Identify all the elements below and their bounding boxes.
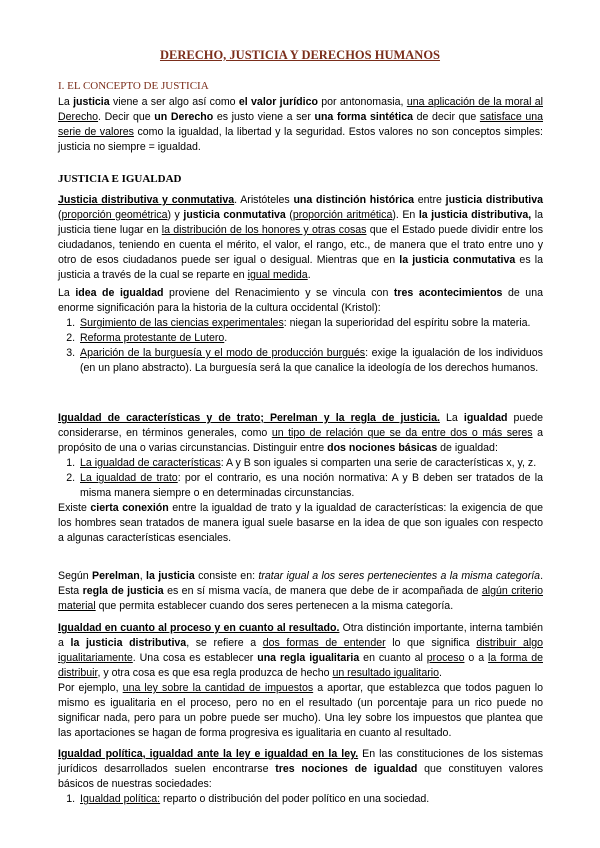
- paragraph-perelman: Igualdad de características y de trato; Perelman y la regla de justicia. La igualdad puede considerarse, en términos generales, como un tipo de relación que se da entre dos o más seres a propósito de una o varias circunstancias. Distinguir entre dos nociones básicas de igualdad: 1. La igualdad de características: A y B son iguales si comparten una serie de características x, y, z. 2. La igualdad de trato: por el contrario, es una noción normativa: A y B deben ser tratados de la misma manera siempre o en determinadas circunstancias. Existe cierta conexión entre la igualdad de trato y la igualdad de características: la exigencia de que los hombres sean tratados de manera igual suele basarse en la idea de que son iguales con respecto a algunas características esenciales.: [58, 411, 543, 546]
- section-heading-justicia-igualdad: JUSTICIA E IGUALDAD: [58, 173, 182, 185]
- list-item: 1. Surgimiento de las ciencias experimentales: niegan la superioridad del espíritu sobre la materia.: [78, 316, 543, 331]
- paragraph-regla-justicia: Según Perelman, la justicia consiste en: tratar igual a los seres pertenecientes a la misma categoría. Esta regla de justicia es en sí misma vacía, de manera que debe de ir acompañada de algún criterio material que permita establecer cuando dos seres pertenecen a la misma categoría.: [58, 570, 544, 612]
- list-acontecimientos: [58, 316, 543, 376]
- list-item: 1. La igualdad de características: A y B son iguales si comparten una serie de características x, y, z.: [78, 456, 543, 471]
- paragraph-proceso-resultado: Igualdad en cuanto al proceso y en cuanto al resultado. Otra distinción importante, interna también a la justicia distributiva, se refiere a dos formas de entender lo que significa distribuir algo igualitariamente. Una cosa es establecer una regla igualitaria en cuanto al proceso o a la forma de distribuir, y otra cosa es que esa regla produzca de hecho un resultado igualitario. Por ejemplo, una ley sobre la cantidad de impuestos a aportar, que establezca que todos paguen lo mismo es igualitaria en el proceso, pero no en el resultado (un porcentaje para un rico puede no significar nada, pero para un pobre puede ser mucho). Una ley sobre los impuestos que plantea que las aportaciones se hagan de forma progresiva es igualitaria en cuanto al resultado.: [58, 622, 544, 739]
- list-item: 3. Aparición de la burguesía y el modo de producción burgués: exige la igualación de los individuos (en un plano abstracto). La burguesía será la que canalice la ideología de los derechos humanos.: [78, 346, 543, 376]
- paragraph-idea-igualdad: La idea de igualdad proviene del Renacimiento y se vincula con tres acontecimientos de una enorme significación para la historia de la cultura occidental (Kristol): 1. Surgimiento de las ciencias experimentales: niegan la superioridad del espíritu sobre la materia. 2. Reforma protestante de Lutero. 3. Aparición de la burguesía y el modo de producción burgués: exige la igualación de los individuos (en un plano abstracto). La burguesía será la que canalice la ideología de los derechos humanos.: [58, 286, 543, 376]
- list-item: 2. Reforma protestante de Lutero.: [78, 331, 543, 346]
- list-nociones-basicas: [58, 456, 543, 501]
- section-heading-concepto: I. EL CONCEPTO DE JUSTICIA: [58, 80, 209, 92]
- list-item: 1. Igualdad política: reparto o distribución del poder político en una sociedad.: [78, 792, 543, 807]
- paragraph-concepto: La justicia viene a ser algo así como el valor jurídico por antonomasia, una aplicación de la moral al Derecho. Decir que un Derecho es justo viene a ser una forma sintética de decir que satisface una serie de valores como la igualdad, la libertad y la seguridad. Estos valores no son conceptos simples: justicia no siempre = igualdad.: [58, 96, 544, 153]
- document-title: DERECHO, JUSTICIA Y DERECHOS HUMANOS: [159, 48, 441, 62]
- list-nociones-igualdad: [58, 792, 543, 807]
- paragraph-igualdad-politica: Igualdad política, igualdad ante la ley e igualdad en la ley. En las constituciones de los sistemas jurídicos desarrollados suelen encontrarse tres nociones de igualdad que constituyen valores básicos de nuestras sociedades: 1. Igualdad política: reparto o distribución del poder político en una sociedad.: [58, 747, 543, 807]
- paragraph-distributiva: Justicia distributiva y conmutativa. Aristóteles una distinción histórica entre justicia distributiva (proporción geométrica) y justicia conmutativa (proporción aritmética). En la justicia distributiva, la justicia tiene lugar en la distribución de los honores y otras cosas que el Estado puede dividir entre los ciudadanos, teniendo en cuenta el mérito, el valor, el rango, etc., de manera que el trato entre uno y otro de esos ciudadanos puede ser igual o desigual. Mientras que en la justicia conmutativa es la justicia a través de la cual se reparte en igual medida.: [58, 194, 543, 281]
- list-item: 2. La igualdad de trato: por el contrario, es una noción normativa: A y B deben ser tratados de la misma manera siempre o en determinadas circunstancias.: [78, 471, 543, 501]
